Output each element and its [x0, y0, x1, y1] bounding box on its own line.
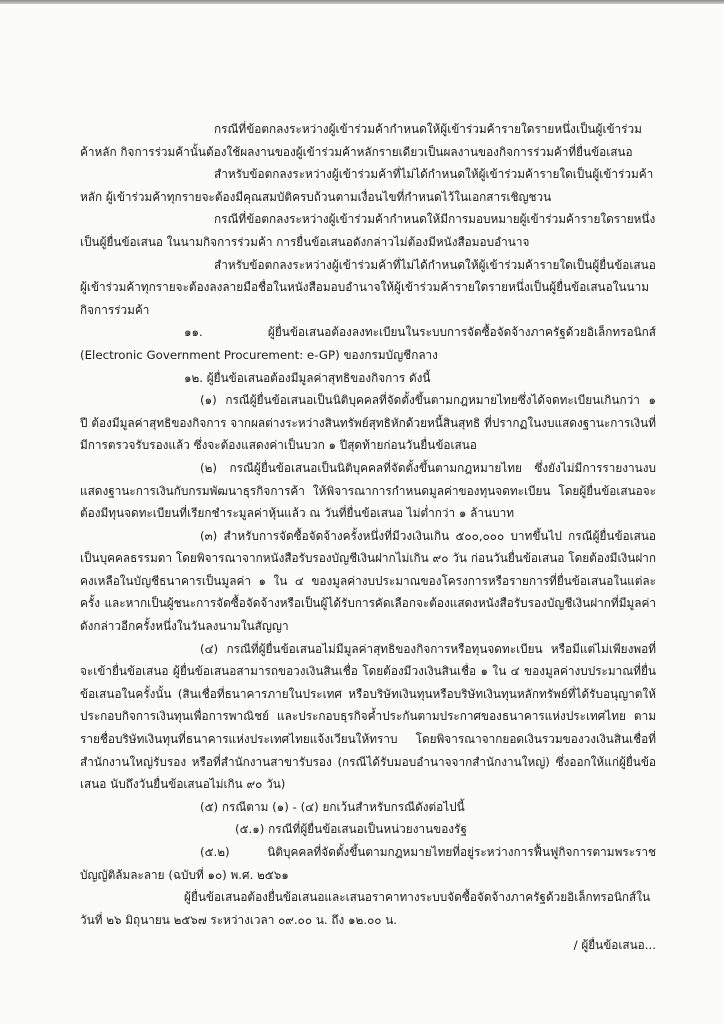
clause-12-4: (๔) กรณีที่ผู้ยื่นข้อเสนอไม่มีมูลค่าสุทธิของกิจการหรือทุนจดทะเบียน หรือมีแต่ไม่เพียงพอที่จะเข้ายื่นข้อเสนอ ผู้ยื่นข้อเสนอสามารถขอวงเงินสินเชื่อ โดยต้องมีวงเงินสินเชื่อ ๑ ใน ๔ ของมูลค่างบประมาณที่ยื่นข้อเสนอในครั้งนั้น (สินเชื่อที่ธนาคารภายในประเทศ หรือบริษัทเงินทุนหรือบริษัทเงินทุนหลักทรัพย์ที่ได้รับอนุญาตให้ประกอบกิจการเงินทุนเพื่อการพาณิชย์ และประกอบธุรกิจค้ำประกันตามประกาศของธนาคารแห่งประเทศไทย ตามรายชื่อบริษัทเงินทุนที่ธนาคารแห่งประเทศไทยแจ้งเวียนให้ทราบ โดยพิจารณาจากยอดเงินรวมของวงเงินสินเชื่อที่สำนักงานใหญ่รับรอง หรือที่สำนักงานสาขารับรอง (กรณีได้รับมอบอำนาจจากสำนักงานใหญ่) ซึ่งออกให้แก่ผู้ยื่นข้อเสนอ นับถึงวันยื่นข้อเสนอไม่เกิน ๙๐ วัน): [80, 641, 656, 792]
continuation-note: / ผู้ยื่นข้อเสนอ...: [573, 938, 656, 952]
document-body: [80, 118, 656, 931]
clause-12-5-2: (๕.๒) นิติบุคคลที่จัดตั้งขึ้นตามกฎหมายไทยที่อยู่ระหว่างการฟื้นฟูกิจการตามพระราชบัญญัติล้มละลาย (ฉบับที่ ๑๐) พ.ศ. ๒๕๖๑: [80, 845, 656, 882]
clause-12-5: (๕) กรณีตาม (๑) - (๔) ยกเว้นสำหรับกรณีดังต่อไปนี้: [200, 799, 465, 814]
clause-12-1: (๑) กรณีผู้ยื่นข้อเสนอเป็นนิติบุคคลที่จัดตั้งขึ้นตามกฎหมายไทยซึ่งได้จดทะเบียนเกินกว่า ๑ ปี ต้องมีมูลค่าสุทธิของกิจการ จากผลต่างระหว่างสินทรัพย์สุทธิหักด้วยหนี้สินสุทธิ ที่ปรากฏในงบแสดงฐานะการเงินที่มีการตรวจรับรองแล้ว ซึ่งจะต้องแสดงค่าเป็นบวก ๑ ปีสุดท้ายก่อนวันยื่นข้อเสนอ: [80, 393, 656, 453]
clause-12-5-1: (๕.๑) กรณีที่ผู้ยื่นข้อเสนอเป็นหน่วยงานของรัฐ: [235, 822, 467, 837]
paragraph-jv-no-lead: สำหรับข้อตกลงระหว่างผู้เข้าร่วมค้าที่ไม่ได้กำหนดให้ผู้เข้าร่วมค้ารายใดเป็นผู้เข้าร่วมค้าหลัก ผู้เข้าร่วมค้าทุกรายจะต้องมีคุณสมบัติครบถ้วนตามเงื่อนไขที่กำหนดไว้ในเอกสารเชิญชวน: [80, 167, 654, 204]
scan-edge: [0, 0, 724, 4]
clause-12-3: (๓) สำหรับการจัดซื้อจัดจ้างครั้งหนึ่งที่มีวงเงินเกิน ๕๐๐,๐๐๐ บาทขึ้นไป กรณีผู้ยื่นข้อเสนอเป็นบุคคลธรรมดา โดยพิจารณาจากหนังสือรับรองบัญชีเงินฝากไม่เกิน ๙๐ วัน ก่อนวันยื่นข้อเสนอ โดยต้องมีเงินฝากคงเหลือในบัญชีธนาคารเป็นมูลค่า ๑ ใน ๔ ของมูลค่างบประมาณของโครงการหรือรายการที่ยื่นข้อเสนอในแต่ละครั้ง และหากเป็นผู้ชนะการจัดซื้อจัดจ้างหรือเป็นผู้ได้รับการคัดเลือกจะต้องแสดงหนังสือรับรองบัญชีเงินฝากที่มีมูลค่าดังกล่าวอีกครั้งหนึ่งในวันลงนามในสัญญา: [80, 528, 656, 634]
paragraph-jv-assigned: กรณีที่ข้อตกลงระหว่างผู้เข้าร่วมค้ากำหนดให้มีการมอบหมายผู้เข้าร่วมค้ารายใดรายหนึ่ง เป็นผู้ยื่นข้อเสนอ ในนามกิจการร่วมค้า การยื่นข้อเสนอดังกล่าวไม่ต้องมีหนังสือมอบอำนาจ: [80, 212, 656, 249]
clause-11: ๑๑. ผู้ยื่นข้อเสนอต้องลงทะเบียนในระบบการจัดซื้อจัดจ้างภาครัฐด้วยอิเล็กทรอนิกส์ (Electronic Government Procurement: e-GP) ของกรมบัญชีกลาง: [80, 325, 656, 362]
clause-12-2: (๒) กรณีผู้ยื่นข้อเสนอเป็นนิติบุคคลที่จัดตั้งขึ้นตามกฎหมายไทย ซึ่งยังไม่มีการรายงานงบแสดงฐานะการเงินกับกรมพัฒนาธุรกิจการค้า ให้พิจารณาการกำหนดมูลค่าของทุนจดทะเบียน โดยผู้ยื่นข้อเสนอจะต้องมีทุนจดทะเบียนที่เรียกชำระมูลค่าหุ้นแล้ว ณ วันที่ยื่นข้อเสนอ ไม่ต่ำกว่า ๑ ล้านบาท: [80, 460, 656, 521]
paragraph-jv-lead-partner: กรณีที่ข้อตกลงระหว่างผู้เข้าร่วมค้ากำหนดให้ผู้เข้าร่วมค้ารายใดรายหนึ่งเป็นผู้เข้าร่วมค้าหลัก กิจการร่วมค้านั้นต้องใช้ผลงานของผู้เข้าร่วมค้าหลักรายเดียวเป็นผลงานของกิจการร่วมค้าที่ยื่นข้อเสนอ: [80, 122, 642, 159]
submission-paragraph: ผู้ยื่นข้อเสนอต้องยื่นข้อเสนอและเสนอราคาทางระบบจัดซื้อจัดจ้างภาครัฐด้วยอิเล็กทรอนิกส์ในวันที่ ๒๖ มิถุนายน ๒๕๖๗ ระหว่างเวลา ๐๙.๐๐ น. ถึง ๑๒.๐๐ น.: [80, 890, 651, 927]
clause-12: ๑๒. ผู้ยื่นข้อเสนอต้องมีมูลค่าสุทธิของกิจการ ดังนี้: [184, 370, 431, 385]
paragraph-jv-power-of-attorney: สำหรับข้อตกลงระหว่างผู้เข้าร่วมค้าที่ไม่ได้กำหนดให้ผู้เข้าร่วมค้ารายใดเป็นผู้ยื่นข้อเสนอผู้เข้าร่วมค้าทุกรายจะต้องลงลายมือชื่อในหนังสือมอบอำนาจให้ผู้เข้าร่วมค้ารายใดรายหนึ่งเป็นผู้ยื่นข้อเสนอในนามกิจการร่วมค้า: [80, 257, 656, 317]
